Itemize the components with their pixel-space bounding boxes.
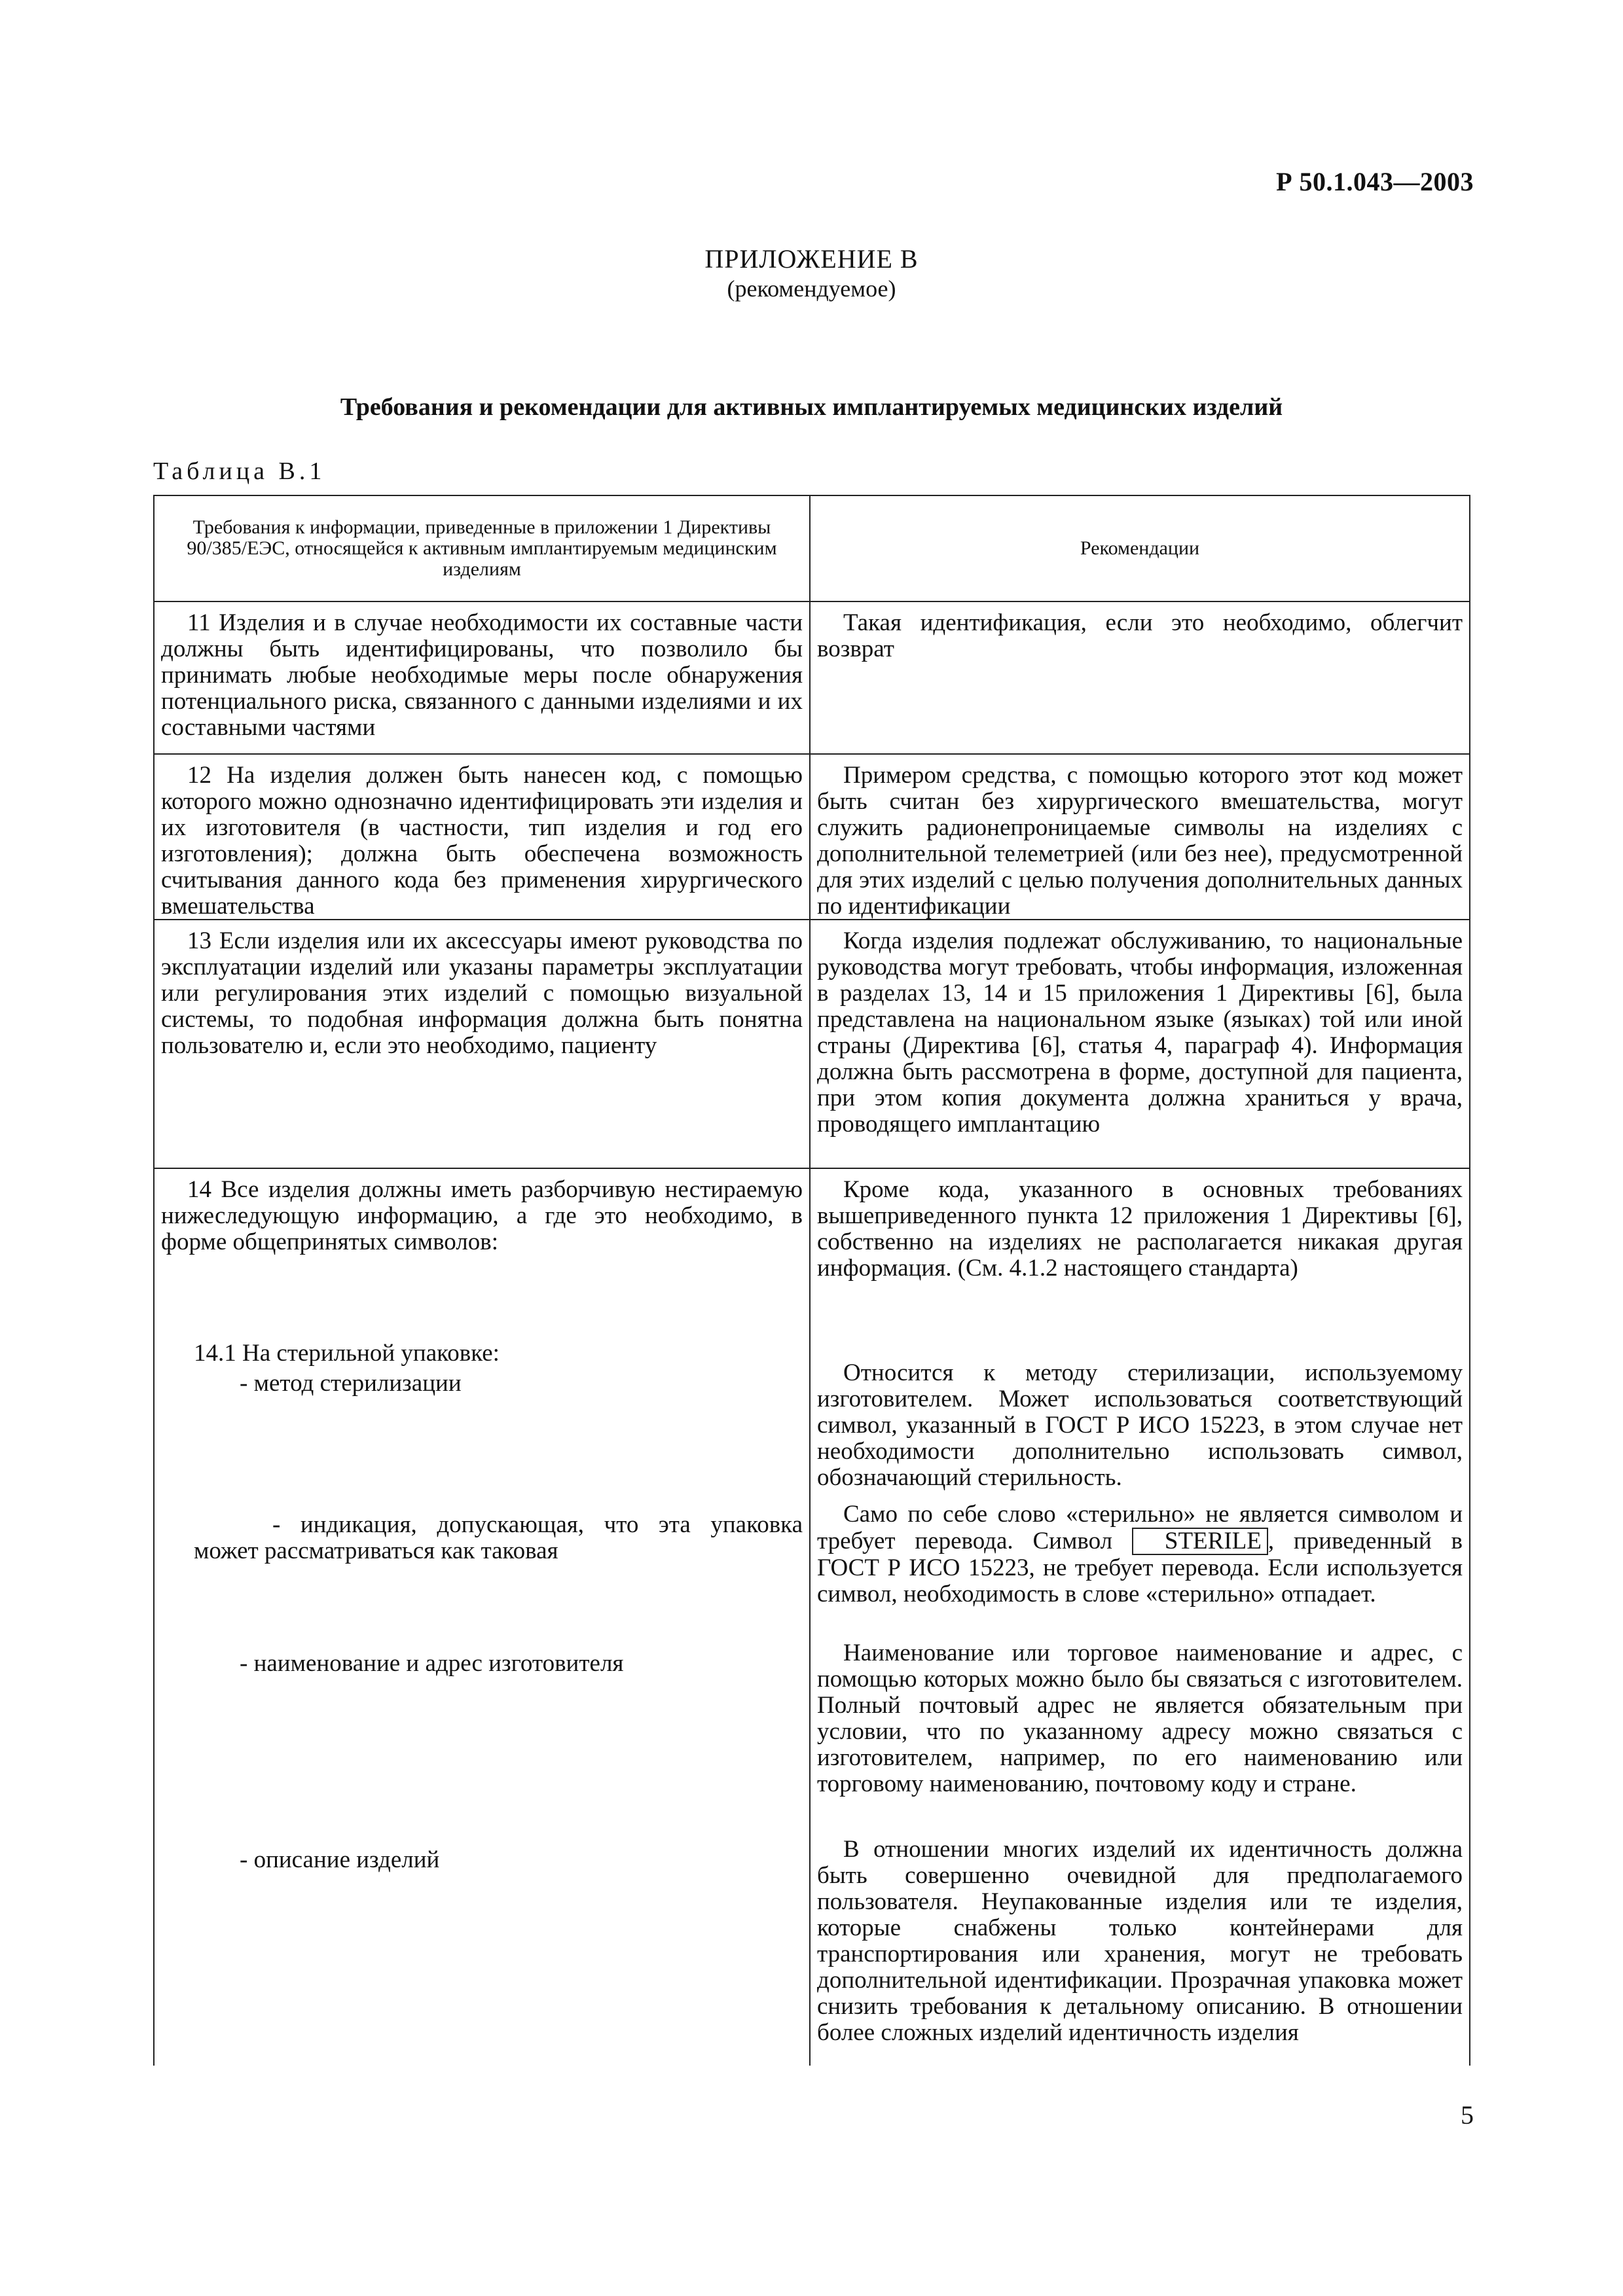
table-header-row xyxy=(155,496,1469,602)
recommendation-text: Кроме кода, указанного в основных требованиях вышеприведенного пункта 12 приложения 1 Директивы [6], собственно на изделиях не располагается никакая другая информация. (См. 4.1.2 настоящего стандарта) xyxy=(817,1176,1463,1282)
section-heading: Требования и рекомендации для активных имплантируемых медицинских изделий xyxy=(340,393,1283,421)
sub-item-label: - индикация, допускающая, что эта упаковка может рассматриваться как таковая xyxy=(194,1511,803,1564)
sub-item-label: - описание изделий xyxy=(240,1846,440,1873)
sterile-text-before: Само по себе слово «стерильно» не является символом и требует перевода. Символ xyxy=(817,1501,1463,1554)
subsection-heading: 14.1 На стерильной упаковке: xyxy=(194,1340,500,1367)
sterile-symbol: STERILE xyxy=(1132,1528,1268,1555)
sterile-text-after: , приведенный в ГОСТ Р ИСО 15223, не требует перевода. Если используется символ, необходимость в слове «стерильно» отпадает. xyxy=(817,1528,1463,1607)
table-row xyxy=(155,920,1469,1169)
recommendation-cell: Когда изделия подлежат обслуживанию, то национальные руководства могут требовать, чтобы информация, изложенная в разделах 13, 14 и 15 приложения 1 Директивы [6], была представлена на национальном языке (языках) той или иной страны (Директива [6], статья 4, параграф 4). Информация должна быть рассмотрена в форме, доступной для пациента, при этом копия документа должна храниться у врача, проводящего имплантацию xyxy=(817,927,1463,1138)
recommendation-text: Относится к методу стерилизации, используемому изготовителем. Может использоваться соответствующий символ, указанный в ГОСТ Р ИСО 15223, в этом случае нет необходимости дополнительно использовать символ, обозначающий стерильность. xyxy=(817,1359,1463,1491)
recommendation-cell xyxy=(811,1169,1469,2066)
header-requirements: Требования к информации, приведенные в приложении 1 Директивы 90/385/ЕЭС, относящейся к активным имплантируемым медицинским изделиям xyxy=(155,496,811,601)
table-row xyxy=(155,602,1469,755)
recommendation-cell: Примером средства, с помощью которого этот код может быть считан без хирургического вмешательства, могут служить радионепроницаемые символы на изделиях с дополнительной телеметрией (или без нее), предусмотренной для этих изделий с целью получения дополнительных данных по идентификации xyxy=(817,762,1463,920)
requirement-text: 14 Все изделия должны иметь разборчивую нестираемую нижеследующую информацию, а где это необходимо, в форме общепринятых символов: xyxy=(161,1176,803,1255)
sub-item-label: - метод стерилизации xyxy=(240,1370,462,1397)
requirement-cell xyxy=(155,1169,811,2066)
sub-item-label: - наименование и адрес изготовителя xyxy=(240,1650,624,1677)
table-row-14 xyxy=(155,1169,1469,2066)
requirement-cell: 13 Если изделия или их аксессуары имеют руководства по эксплуатации изделий или указаны параметры эксплуатации или регулирования этих изделий с помощью визуальной системы, то подобная информация должна быть понятна пользователю и, если это необходимо, пациенту xyxy=(155,920,811,1168)
recommendation-text: В отношении многих изделий их идентичность должна быть совершенно очевидной для предполагаемого пользователя. Неупакованные изделия или те изделия, которые снабжены только контейнерами для транспортирования или хранения, могут не требовать дополнительной идентификации. Прозрачная упаковка может снизить требования к детальному описанию. В отношении более сложных изделий идентичность изделия xyxy=(817,1836,1463,2046)
annex-title: ПРИЛОЖЕНИЕ В xyxy=(704,244,919,274)
table-caption: Таблица В.1 xyxy=(153,457,326,485)
requirement-cell: 11 Изделия и в случае необходимости их составные части должны быть идентифицированы, что позволило бы принимать любые необходимые меры после обнаружения потенциального риска, связанного с данными изделиями и их составными частями xyxy=(155,602,811,753)
document-code: Р 50.1.043—2003 xyxy=(1276,167,1474,196)
page-number: 5 xyxy=(1461,2100,1474,2130)
requirements-table xyxy=(153,495,1470,2066)
requirement-cell: 12 На изделия должен быть нанесен код, с помощью которого можно однозначно идентифицировать эти изделия и их изготовителя (в частности, тип изделия и год его изготовления); должна быть обеспечена возможность считывания данного кода без применения хирургического вмешательства xyxy=(155,755,811,919)
annex-subtitle: (рекомендуемое) xyxy=(727,276,896,302)
recommendation-cell: Такая идентификация, если это необходимо, облегчит возврат xyxy=(817,609,1463,662)
recommendation-text xyxy=(817,1501,1463,1640)
header-recommendations: Рекомендации xyxy=(1080,537,1200,559)
recommendation-text: Наименование или торговое наименование и адрес, с помощью которых можно было бы связаться с изготовителем. Полный почтовый адрес не является обязательным при условии, что по указанному адресу можно связаться с изготовителем, например, по его наименованию или торговому наименованию, почтовому коду и стране. xyxy=(817,1640,1463,1797)
table-row xyxy=(155,755,1469,920)
